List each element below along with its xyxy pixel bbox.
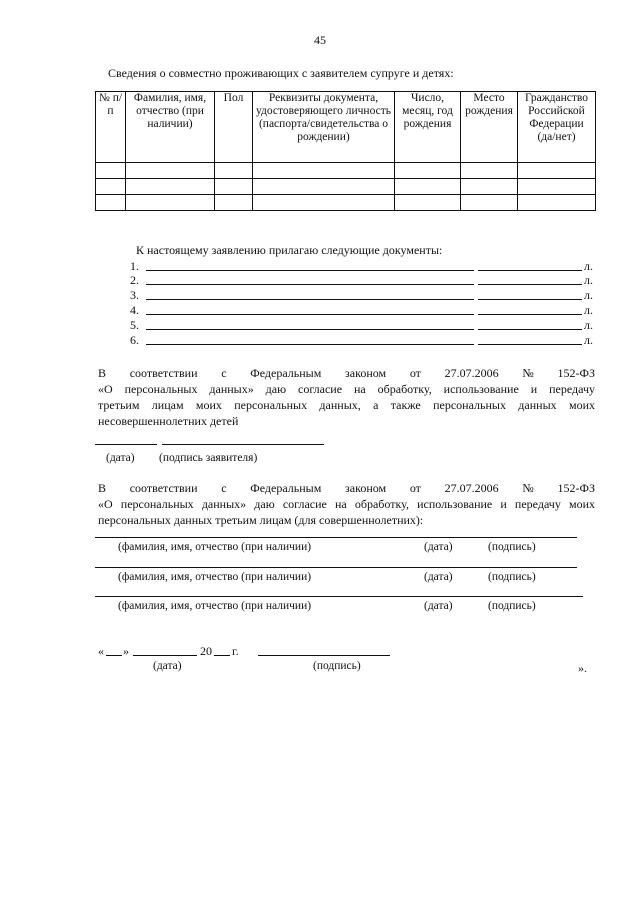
table-cell[interactable] [253,195,395,211]
consent-line: «О персональных данных» даю согласие на обработку, использование и передачу моих [98,497,595,511]
word: с [221,366,227,380]
table-cell[interactable] [518,163,596,179]
close-quote: » [123,644,129,658]
consent-line [98,480,595,496]
attachment-pages-field[interactable] [478,270,582,271]
attachment-name-field[interactable] [146,284,474,285]
attachment-pages-field[interactable] [478,344,582,345]
word: 152-ФЗ [557,481,595,495]
closing-quote: ». [578,661,587,675]
year-suffix: г. [232,644,239,658]
table-cell[interactable] [253,179,395,195]
attachment-unit: л. [584,273,593,287]
table-cell[interactable] [96,195,126,211]
attachment-number: 1. [130,259,139,273]
table-row [96,179,596,195]
table-cell[interactable] [395,195,461,211]
attachment-row [130,259,597,273]
fio-caption: (фамилия, имя, отчество (при наличии) [118,571,312,583]
table-cell[interactable] [96,163,126,179]
attachment-unit: л. [584,318,593,332]
consent-line: третьим лицам моих персональных данных, а также персональных данных моих [98,398,595,412]
table-cell[interactable] [461,179,518,195]
attachment-row [130,273,597,287]
table-cell[interactable] [253,163,395,179]
date-caption: (дата) [424,571,453,583]
section-title: Сведения о совместно проживающих с заявителем супруге и детях: [108,66,454,80]
word: с [221,481,227,495]
adult-signature-line[interactable] [95,537,577,538]
word: В [98,366,107,380]
word: 27.07.2006 [444,481,499,495]
table-cell[interactable] [126,163,215,179]
attachment-unit: л. [584,333,593,347]
month-field[interactable] [133,655,197,656]
attachment-name-field[interactable] [146,344,474,345]
header-id-document: Реквизиты документа, удостоверяющего личность (паспорта/свидетельства о рождении) [253,92,395,163]
attachment-unit: л. [584,259,593,273]
page-number: 45 [314,33,326,47]
word: 27.07.2006 [444,366,499,380]
year-field[interactable] [214,655,230,656]
consent-line: несовершеннолетних детей [98,414,239,428]
consent-line [98,365,595,381]
attachment-name-field[interactable] [146,299,474,300]
attachment-number: 3. [130,288,139,302]
signature-caption: (подпись) [488,571,536,583]
attachment-unit: л. [584,288,593,302]
consent-line: «О персональных данных» даю согласие на обработку, использование и передачу [98,382,595,396]
header-birth-place: Место рождения [461,92,518,163]
attachment-number: 2. [130,273,139,287]
word: 152-ФЗ [557,366,595,380]
fio-caption: (фамилия, имя, отчество (при наличии) [118,600,312,612]
family-members-table [95,91,596,211]
table-header-row [96,92,596,163]
table-cell[interactable] [215,163,253,179]
attachment-name-field[interactable] [146,314,474,315]
word: В [98,481,107,495]
header-birth-date: Число, месяц, год рождения [395,92,461,163]
footer-signature-caption: (подпись) [313,660,361,672]
word: от [409,481,421,495]
fio-caption: (фамилия, имя, отчество (при наличии) [118,541,312,553]
footer-date-caption: (дата) [153,660,182,672]
adult-signature-line[interactable] [95,596,583,597]
table-cell[interactable] [518,179,596,195]
attachment-name-field[interactable] [146,270,474,271]
consent-paragraph-1 [98,365,595,429]
word: соответствии [129,366,198,380]
table-cell[interactable] [461,163,518,179]
consent-paragraph-2 [98,480,595,528]
word: Федеральным [250,481,322,495]
signature-caption: (подпись заявителя) [159,452,258,464]
date-field[interactable] [95,444,157,445]
table-row [96,163,596,179]
word: Федеральным [250,366,322,380]
word: от [409,366,421,380]
consent-line: персональных данных третьим лицам (для совершеннолетних): [98,513,424,527]
signature-field[interactable] [162,444,324,445]
table-cell[interactable] [395,163,461,179]
signature-caption: (подпись) [488,541,536,553]
attachment-number: 4. [130,303,139,317]
attachment-number: 6. [130,333,139,347]
table-cell[interactable] [96,179,126,195]
word: законом [345,366,387,380]
word: законом [345,481,387,495]
attachment-pages-field[interactable] [478,284,582,285]
table-row [96,195,596,211]
attachment-pages-field[interactable] [478,329,582,330]
header-full-name: Фамилия, имя, отчество (при наличии) [126,92,215,163]
table-cell[interactable] [461,195,518,211]
attachment-pages-field[interactable] [478,314,582,315]
table-cell[interactable] [215,179,253,195]
word: № [522,366,534,380]
table-cell[interactable] [126,179,215,195]
attachment-row [130,303,597,317]
date-caption: (дата) [106,452,135,464]
word: соответствии [129,481,198,495]
open-quote: « [98,644,104,658]
word: № [522,481,534,495]
attachment-pages-field[interactable] [478,299,582,300]
adult-signature-line[interactable] [95,567,577,568]
header-sex: Пол [215,92,253,163]
day-field[interactable] [106,655,122,656]
attachment-number: 5. [130,318,139,332]
year-prefix: 20 [200,644,212,658]
footer-signature-field[interactable] [258,655,390,656]
table-cell[interactable] [395,179,461,195]
attachment-row [130,318,597,332]
attachment-row [130,333,597,347]
signature-caption: (подпись) [488,600,536,612]
attachment-name-field[interactable] [146,329,474,330]
table-cell[interactable] [126,195,215,211]
header-number: № п/п [96,92,126,163]
attachments-title: К настоящему заявлению прилагаю следующие документы: [136,243,443,257]
attachment-row [130,288,597,302]
table-cell[interactable] [518,195,596,211]
header-citizenship: Гражданство Российской Федерации (да/нет) [518,92,596,163]
attachment-unit: л. [584,303,593,317]
date-caption: (дата) [424,600,453,612]
date-caption: (дата) [424,541,453,553]
table-cell[interactable] [215,195,253,211]
